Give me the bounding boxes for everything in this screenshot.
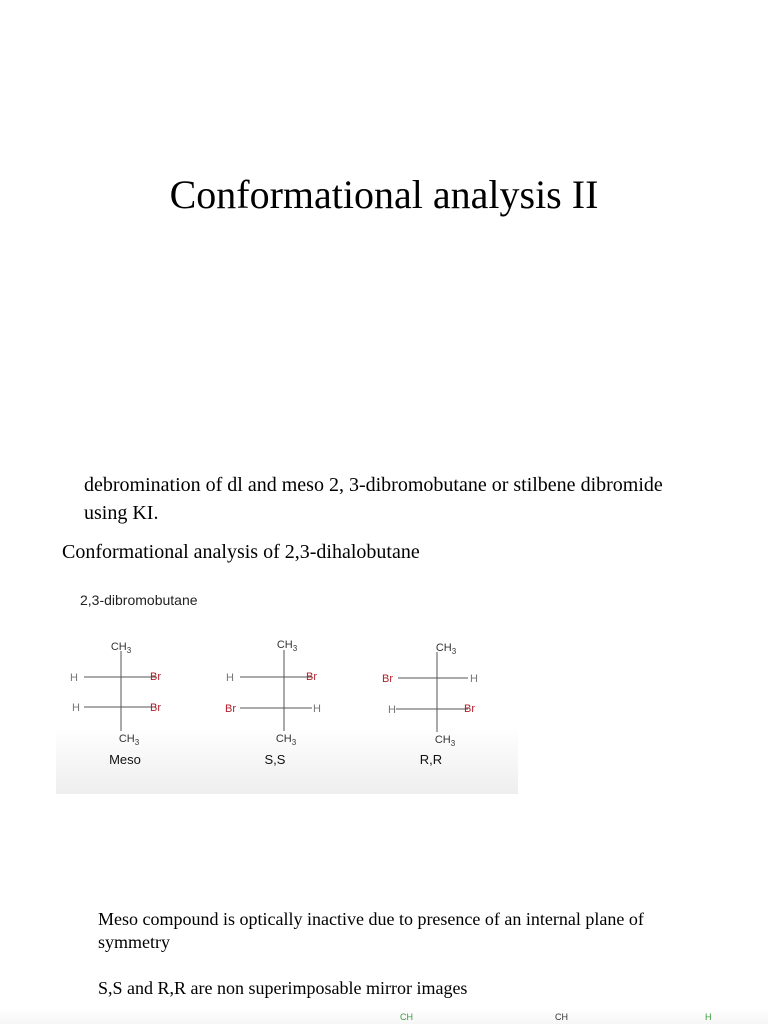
section-subheading: Conformational analysis of 2,3-dihalobutane (62, 541, 420, 563)
substituent-left-upper: Br (382, 673, 393, 685)
structure-s-s (225, 639, 321, 767)
top-group: $CH_3$ (276, 639, 298, 653)
substituent-left-lower: H (388, 704, 396, 716)
next-figure-strip (0, 1008, 768, 1024)
structure-meso (70, 641, 161, 767)
mirror-image-note: S,S and R,R are non superimposable mirror images (98, 978, 468, 998)
structure-r-r (382, 642, 478, 767)
substituent-left-lower: H (72, 702, 80, 714)
substituent-right-upper: Br (306, 671, 317, 683)
substituent-right-upper: Br (150, 671, 161, 683)
substituent-right-lower: Br (464, 703, 475, 715)
strip-fragment: H (705, 1012, 712, 1022)
meso-note: Meso compound is optically inactive due to presence of an internal plane of symmetry (98, 909, 644, 952)
fischer-projections-svg (56, 584, 518, 794)
substituent-right-lower: H (313, 703, 321, 715)
substituent-right-lower: Br (150, 702, 161, 714)
intro-paragraph: debromination of dl and meso 2, 3-dibromobutane or stilbene dibromide using KI. (84, 474, 663, 524)
substituent-right-upper: H (470, 673, 478, 685)
substituent-left-lower: Br (225, 703, 236, 715)
fischer-projection-figure (56, 584, 518, 794)
bottom-group: $CH_3$ (434, 734, 456, 748)
strip-fragment: CH (400, 1012, 413, 1022)
figure-title: 2,3-dibromobutane (80, 592, 198, 608)
substituent-left-upper: H (70, 672, 78, 684)
bottom-group: $CH_3$ (118, 733, 140, 747)
bottom-group: $CH_3$ (275, 733, 297, 747)
structure-label: Meso (109, 752, 141, 767)
structure-label: R,R (419, 752, 443, 767)
strip-fragment: CH (555, 1012, 568, 1022)
top-group: $CH_3$ (110, 641, 132, 655)
slide-title: Conformational analysis II (169, 172, 599, 217)
top-group: $CH_3$ (435, 642, 457, 656)
structure-label: S,S (264, 752, 286, 767)
substituent-left-upper: H (226, 672, 234, 684)
